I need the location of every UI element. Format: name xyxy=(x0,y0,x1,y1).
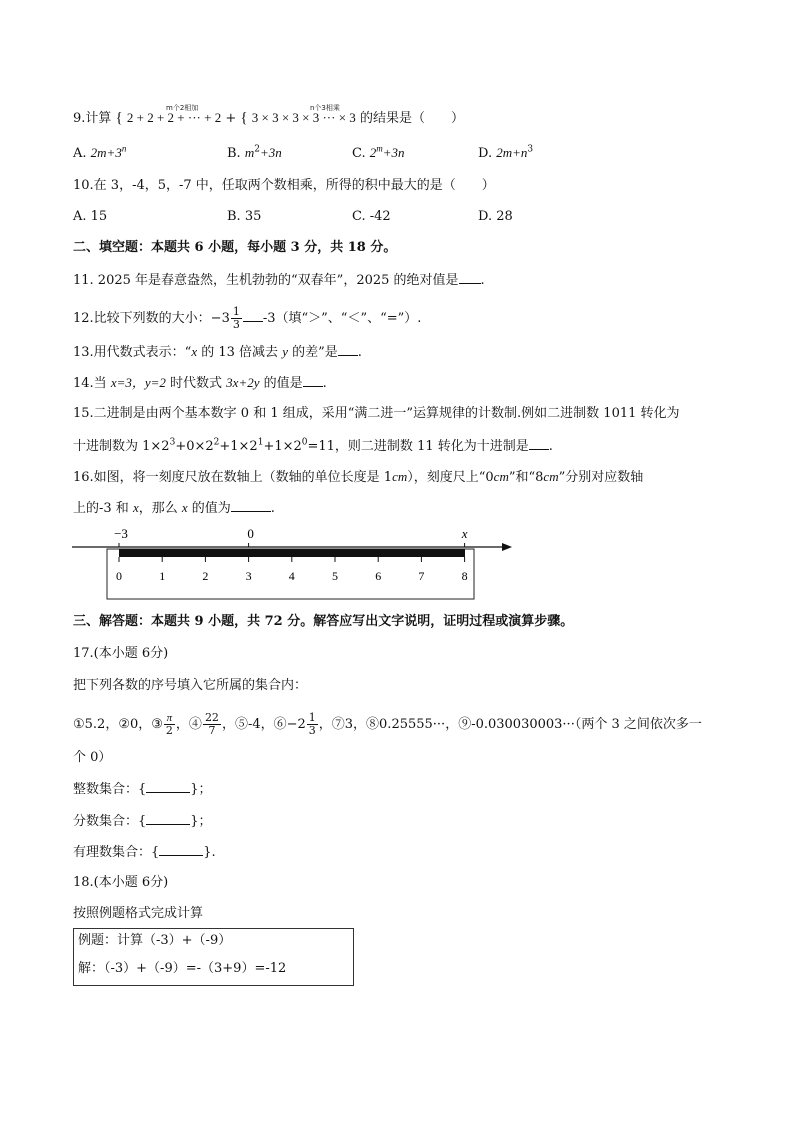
set-rationals: 有理数集合：{ }. xyxy=(73,845,216,860)
ruler-tick-label: 6 xyxy=(375,569,382,583)
answer-blank[interactable] xyxy=(146,812,190,825)
axis-label: 0 xyxy=(247,526,254,541)
question-11: 11. 2025 年是春意盎然，生机勃勃的“双春年”，2025 的绝对值是 . xyxy=(73,273,485,288)
q9-option-b[interactable]: B. $m^2+3n$ xyxy=(227,144,282,161)
set-fractions: 分数集合：{ }； xyxy=(73,814,212,829)
fraction-22-over-7: $\frac{22}{7}$ xyxy=(204,711,219,737)
q9-prod-note: n个3相乘 xyxy=(310,104,340,112)
question-9: 9.计算 { 2 + 2 + 2 + ··· + 2 + { 3 × 3 × 3 × 3 ··· × 3 的结果是（ ） xyxy=(73,110,464,126)
q9-prefix: 9.计算 xyxy=(73,111,112,126)
question-17-header: 17.(本小题 6分) xyxy=(73,646,169,661)
example-question: 例题：计算（-3）+（-9） xyxy=(78,933,232,948)
answer-blank[interactable] xyxy=(243,309,263,322)
question-17-items-cont: 个 0） xyxy=(73,750,112,765)
number-line-ruler-figure xyxy=(60,522,520,602)
question-15-line-1: 15.二进制是由两个基本数字 0 和 1 组成，采用“满二进一”运算规律的计数制.例如二进制数 1011 转化为 xyxy=(73,406,680,421)
q10-option-b[interactable]: B. 35 xyxy=(227,209,262,224)
question-15-line-2: 十进制数为 $1\times 2^3+0\times 2^2+1\times 2^1+1\times 2^0=11$，则二进制数 11 转化为十进制是 . xyxy=(73,437,553,454)
q9-prod-expr: 3 × 3 × 3 × 3 ··· × 3 xyxy=(251,110,356,125)
answer-blank[interactable] xyxy=(146,780,190,793)
ruler-tick-label: 8 xyxy=(461,569,468,583)
set-integers: 整数集合：{ }； xyxy=(73,782,212,797)
ruler-scale-bar xyxy=(119,549,465,557)
ruler-tick-label: 4 xyxy=(288,569,295,583)
axis-label: x xyxy=(461,526,468,541)
answer-blank[interactable] xyxy=(529,437,549,450)
ruler-tick-label: 5 xyxy=(332,569,338,583)
left-brace-icon: { xyxy=(240,110,248,126)
question-16-line-2: 上的-3 和 x，那么 x 的值为 . xyxy=(73,500,275,516)
fraction-one-third: $\frac{1}{3}$ xyxy=(308,711,316,737)
fraction-one-third: $\frac{1}{3}$ xyxy=(232,305,240,331)
section-3-heading: 三、解答题：本题共 9 小题，共 72 分。解答应写出文字说明，证明过程或演算步骤。 xyxy=(73,614,574,629)
ruler-tick-label: 7 xyxy=(418,569,425,583)
ruler-tick-label: 0 xyxy=(116,569,122,583)
q9-option-a[interactable]: A. $2m+3^n$ xyxy=(73,143,127,161)
question-14: 14.当 x=3，y=2 时代数式 3x+2y 的值是 . xyxy=(73,375,327,391)
question-16-line-1: 16.如图，将一刻度尺放在数轴上（数轴的单位长度是 1cm），刻度尺上“0cm”和“8cm”分别对应数轴 xyxy=(73,469,644,485)
example-solution: 解：（-3）+（-9）=-（3+9）=-12 xyxy=(78,961,287,976)
axis-label: −3 xyxy=(114,526,128,541)
arrow-right-icon xyxy=(502,543,512,551)
left-brace-icon: { xyxy=(115,110,123,126)
question-17-items: ①5.2，②0，③ $\frac{\pi}{2}$ ，④ $\frac{22}{7}$ ，⑤-4，⑥−2 $\frac{1}{3}$ ，⑦3，⑧0.25555···，⑨-0.030030003···（两个 3 之间依次多一 xyxy=(73,711,702,737)
q9-sum-expr: 2 + 2 + 2 + ··· + 2 xyxy=(126,110,222,125)
question-12: 12.比较下列数的大小：−3 $\frac{1}{3}$ -3（填“＞”、“＜”、“=”）. xyxy=(73,305,422,331)
ruler-tick-label: 3 xyxy=(245,569,252,583)
q10-option-c[interactable]: C. -42 xyxy=(352,209,391,224)
question-18-header: 18.(本小题 6分) xyxy=(73,875,169,890)
question-10: 10.在 3，-4，5，-7 中，任取两个数相乘，所得的积中最大的是（ ） xyxy=(73,178,495,193)
question-18-instruction: 按照例题格式完成计算 xyxy=(73,906,204,921)
answer-blank[interactable] xyxy=(459,271,481,284)
q10-option-a[interactable]: A. 15 xyxy=(73,209,108,224)
q10-option-d[interactable]: D. 28 xyxy=(478,209,513,224)
section-2-heading: 二、填空题：本题共 6 小题，每小题 3 分，共 18 分。 xyxy=(73,240,397,255)
q9-option-c-text: 2 xyxy=(369,145,377,160)
q9-suffix: 的结果是（ ） xyxy=(359,111,464,126)
answer-blank[interactable] xyxy=(159,843,203,856)
ruler-tick-label: 2 xyxy=(202,569,209,583)
answer-blank[interactable] xyxy=(231,499,271,512)
q9-option-d[interactable]: D. $2m+n^3$ xyxy=(478,144,534,161)
q9-sum-note: m个2相加 xyxy=(166,104,199,112)
answer-blank[interactable] xyxy=(303,374,323,387)
answer-blank[interactable] xyxy=(338,343,358,356)
q9-option-d-text: 2m+n xyxy=(496,145,528,160)
q9-option-a-text: 2m+3 xyxy=(90,145,122,160)
example-box xyxy=(73,928,354,986)
q9-option-b-text: m xyxy=(244,145,255,160)
fraction-pi-over-2: $\frac{\pi}{2}$ xyxy=(165,712,173,737)
question-17-instruction: 把下列各数的序号填入它所属的集合内： xyxy=(73,678,308,693)
ruler-tick-label: 1 xyxy=(159,569,166,583)
q9-option-c[interactable]: C. $2^m+3n$ xyxy=(352,143,405,161)
question-13: 13.用代数式表示：“x 的 13 倍减去 y 的差”是 . xyxy=(73,344,362,360)
